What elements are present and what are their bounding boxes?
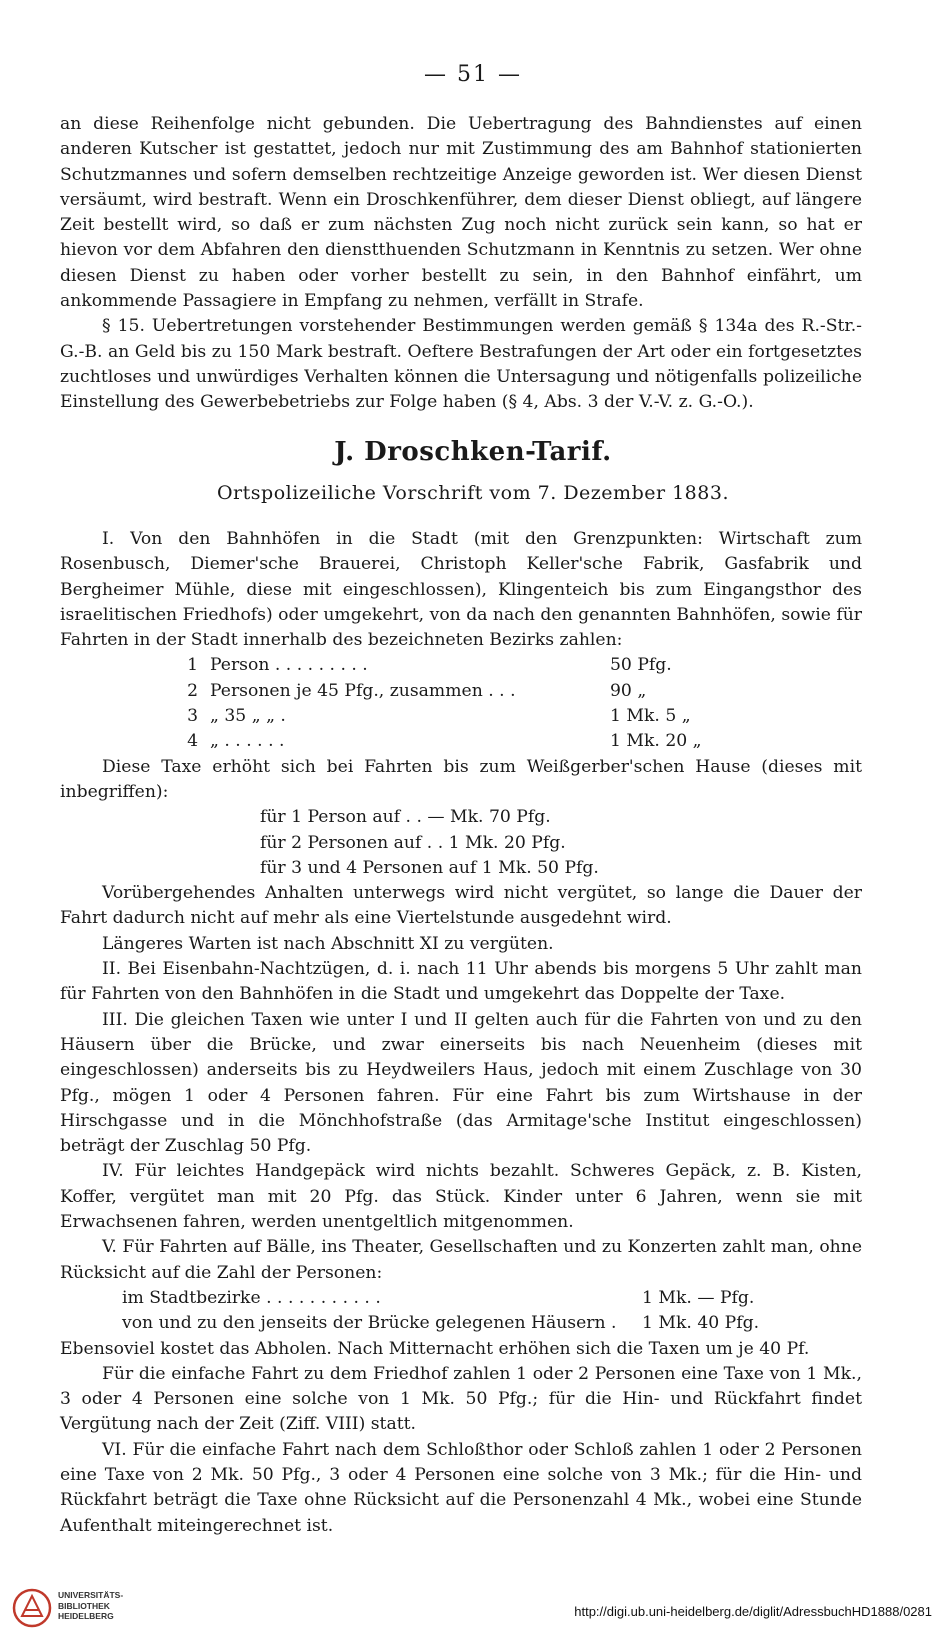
- taxe-row: für 2 Personen auf . . 1 Mk. 20 Pfg.: [260, 832, 566, 853]
- paragraph-II: II. Bei Eisenbahn-Nachtzügen, d. i. nach 11 Uhr abends bis morgens 5 Uhr zahlt man für Fahrten von den Bahnhöfen in die Stadt und umgekehrt das Doppelte der Taxe.: [60, 959, 862, 1005]
- paragraph-friedhof: Für die einfache Fahrt zu dem Friedhof zahlen 1 oder 2 Personen eine Taxe von 1 Mk., 3 oder 4 Personen eine solche von 1 Mk. 50 Pfg.; für die Hin- und Rückfahrt findet Vergütung nach der Zeit (Ziff. VIII) statt.: [60, 1363, 862, 1435]
- paragraph-VI: VI. Für die einfache Fahrt nach dem Schloßthor oder Schloß zahlen 1 oder 2 Personen eine Taxe von 2 Mk. 50 Pfg., 3 oder 4 Personen eine solche von 3 Mk.; für die Hin- und Rückfahrt beträgt die Taxe ohne Rücksicht auf die Personenzahl 4 Mk., wobei eine Stunde Aufenthalt miteingerechnet ist.: [60, 1439, 862, 1536]
- paragraph-III: III. Die gleichen Taxen wie unter I und II gelten auch für die Fahrten von und zu den Häusern über die Brücke, und zwar einerseits bis nach Neuenheim (dieses mit eingeschlossen) anderseits bis zu Heydweilers Haus, jedoch mit einem Zuschlage von 30 Pfg., mögen 1 oder 4 Personen fahren. Für eine Fahrt bis zum Wirtshause in der Hirschgasse und in die Mönchhofstraße (das Armitage'sche Institut eingeschlossen) beträgt der Zuschlag 50 Pfg.: [60, 1009, 862, 1157]
- tariff-row: 4 „ . . . . . . 1 Mk. 20 „: [187, 731, 702, 752]
- v-table: [60, 1286, 862, 1337]
- paragraph-anhalten: Vorübergehendes Anhalten unterwegs wird nicht vergütet, so lange die Dauer der Fahrt dadurch nicht auf mehr als eine Viertelstunde ausgedehnt wird.: [60, 883, 862, 929]
- text-block-top: [60, 112, 862, 416]
- taxe-row: für 3 und 4 Personen auf 1 Mk. 50 Pfg.: [260, 857, 599, 878]
- tariff-row: 1 Person . . . . . . . . . 50 Pfg.: [187, 655, 672, 676]
- university-seal-icon: [12, 1586, 52, 1630]
- library-logo-text: UNIVERSITÄTS- BIBLIOTHEK HEIDELBERG: [58, 1590, 124, 1621]
- paragraph-taxe-intro: Diese Taxe erhöht sich bei Fahrten bis zum Weißgerber'schen Hause (dieses mit inbegriffen):: [60, 756, 862, 802]
- taxe-table: [60, 805, 862, 881]
- text-block-tariff: [60, 527, 862, 1539]
- v-row: von und zu den jenseits der Brücke gelegenen Häusern . 1 Mk. 40 Pfg.: [122, 1313, 760, 1334]
- paragraph-section-15: § 15. Uebertretungen vorstehender Bestimmungen werden gemäß § 134a des R.-Str.-G.-B. an Geld bis zu 150 Mark bestraft. Oeftere Bestrafungen der Art oder ein fortgesetztes zuchtloses und unwürdiges Verhalten können die Untersagung und nötigenfalls polizeiliche Einstellung des Gewerbebetriebs zur Folge haben (§ 4, Abs. 3 der V.-V. z. G.-O.).: [60, 316, 862, 413]
- paragraph-I: I. Von den Bahnhöfen in die Stadt (mit den Grenzpunkten: Wirtschaft zum Rosenbusch, Diemer'sche Brauerei, Christoph Keller'sche Fabrik, Gasfabrik und Bergheimer Mühle, diese mit eingeschlossen), Klingenteich bis zum Eingangsthor des israelitischen Friedhofs) oder umgekehrt, von da nach den genannten Bahnhöfen, sowie für Fahrten in der Stadt innerhalb des bezeichneten Bezirks zahlen:: [60, 529, 862, 651]
- paragraph-V: V. Für Fahrten auf Bälle, ins Theater, Gesellschaften und zu Konzerten zahlt man, ohne Rücksicht auf die Zahl der Personen:: [60, 1237, 862, 1283]
- footer: [0, 1582, 946, 1637]
- source-url-link[interactable]: http://digi.ub.uni-heidelberg.de/diglit/AdressbuchHD1888/0281: [574, 1604, 932, 1619]
- v-row: im Stadtbezirke . . . . . . . . . . . 1 Mk. — Pfg.: [122, 1287, 755, 1308]
- section-title: J. Droschken-Tarif.: [334, 437, 612, 467]
- tariff-row: 2 Personen je 45 Pfg., zusammen . . . 90 „: [187, 680, 647, 701]
- paragraph-warten: Längeres Warten ist nach Abschnitt XI zu vergüten.: [102, 933, 554, 954]
- paragraph-IV: IV. Für leichtes Handgepäck wird nichts bezahlt. Schweres Gepäck, z. B. Kisten, Koffer, vergütet man mit 20 Pfg. das Stück. Kinder unter 6 Jahren, wenn sie mit Erwachsenen fahren, werden unentgeltlich mitgenommen.: [60, 1161, 862, 1233]
- tariff-row: 3 „ 35 „ „ . 1 Mk. 5 „: [187, 706, 691, 727]
- taxe-row: für 1 Person auf . . — Mk. 70 Pfg.: [260, 807, 551, 828]
- page-number: — 51 —: [424, 62, 522, 87]
- paragraph-bahndienst: an diese Reihenfolge nicht gebunden. Die Uebertragung des Bahndienstes auf einen anderen Kutscher ist gestattet, jedoch nur mit Zustimmung des am Bahnhof stationierten Schutzmannes und sofern demselben rechtzeitige Anzeige geworden ist. Wer diesen Dienst versäumt, wird bestraft. Wenn ein Droschkenführer, dem dieser Dienst obliegt, auf längere Zeit bestellt wird, so daß er zum nächsten Zug noch nicht zurück sein kann, so hat er hievon vor dem Abfahren den dienstthuenden Schutzmann in Kenntnis zu setzen. Wer ohne diesen Dienst zu haben oder vorher bestellt zu sein, in den Bahnhof einfährt, um ankommende Passagiere in Empfang zu nehmen, verfällt in Strafe.: [60, 114, 862, 312]
- tariff-table: [60, 653, 862, 754]
- paragraph-abholen: Ebensoviel kostet das Abholen. Nach Mitternacht erhöhen sich die Taxen um je 40 Pf.: [60, 1338, 810, 1359]
- section-subtitle: Ortspolizeiliche Vorschrift vom 7. Dezember 1883.: [216, 482, 729, 504]
